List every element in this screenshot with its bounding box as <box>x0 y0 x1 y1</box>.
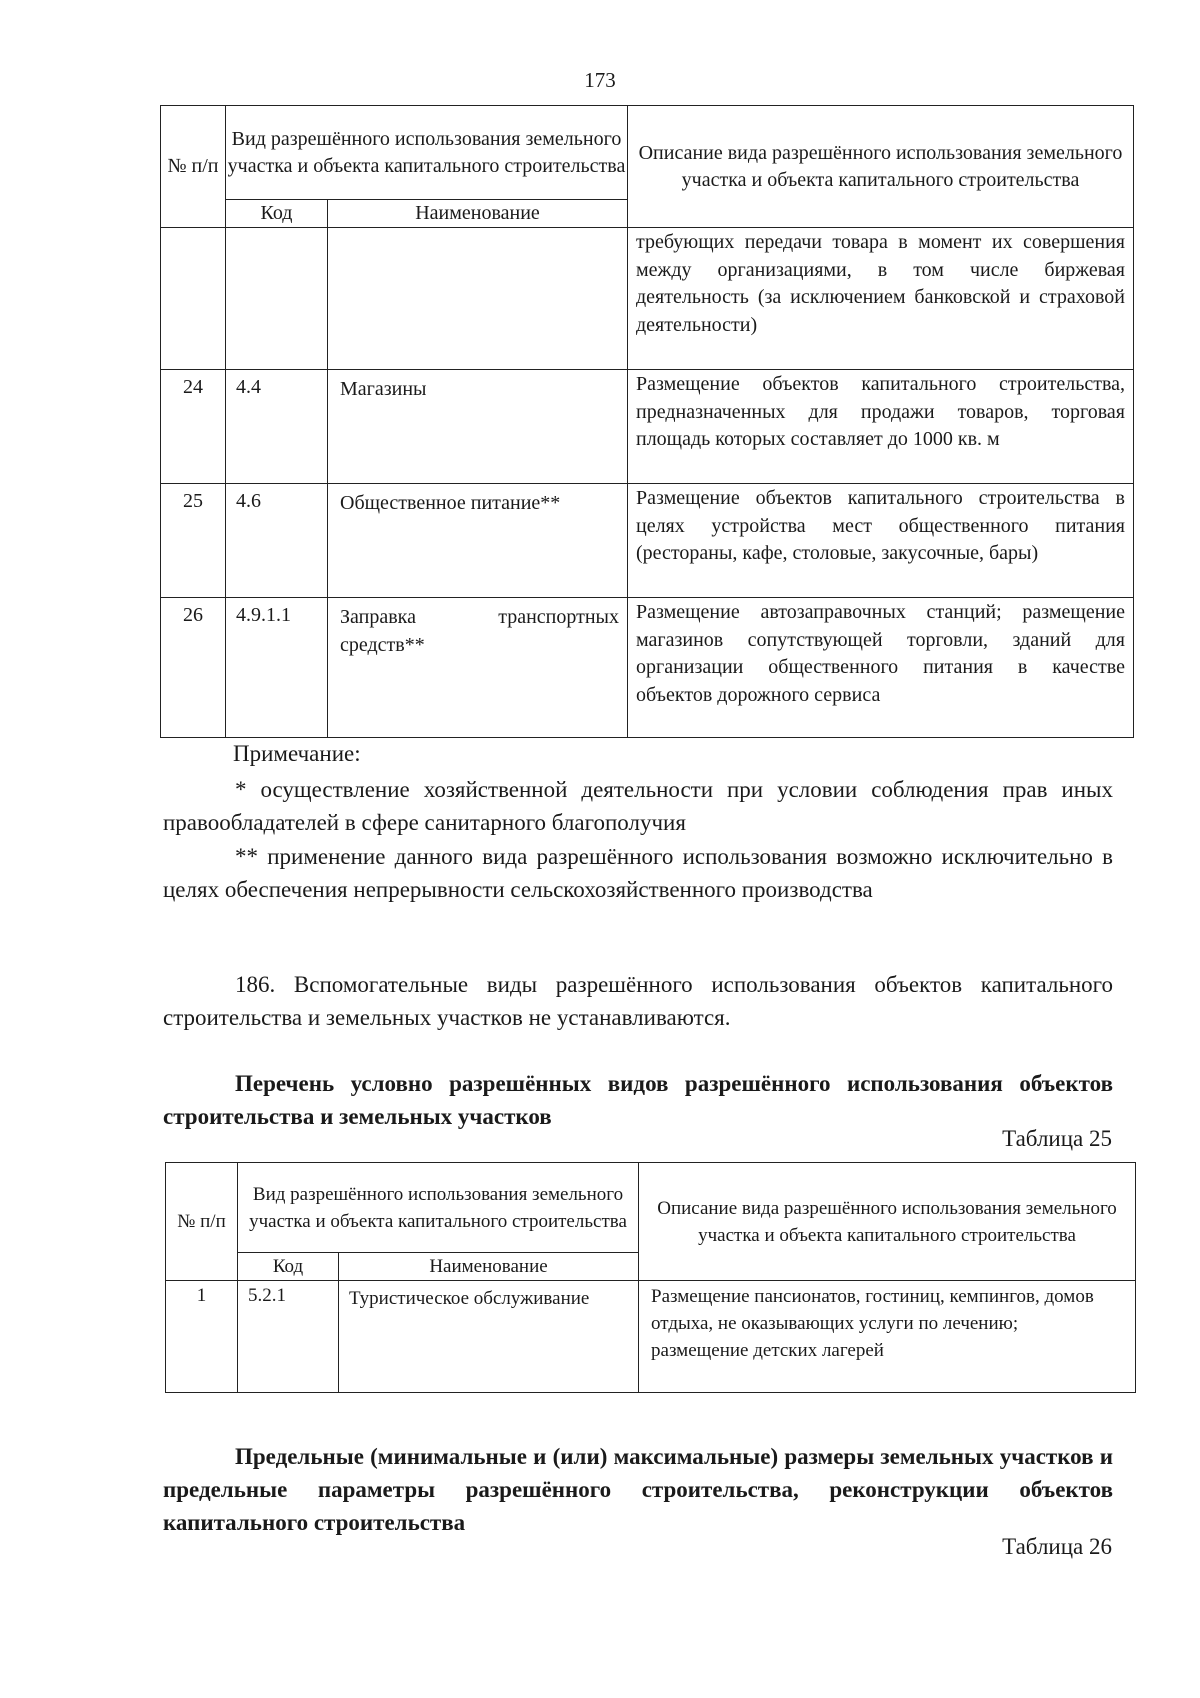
header-num: № п/п <box>166 1163 238 1281</box>
description-line: Размещение пансионатов, гостиниц, кемпингов, домов отдыха, не оказывающих услуги по лечению; <box>651 1286 1094 1334</box>
table-row <box>161 484 1134 598</box>
header-description: Описание вида разрешённого использования земельного участка и объекта капитального строительства <box>639 1163 1136 1281</box>
header-type-group: Вид разрешённого использования земельного участка и объекта капитального строительства <box>238 1163 639 1253</box>
cell-description <box>639 1281 1136 1393</box>
cell-num: 25 <box>161 484 226 598</box>
cell-code <box>226 228 328 370</box>
header-code: Код <box>238 1253 339 1281</box>
heading-limits: Предельные (минимальные и (или) максимальные) размеры земельных участков и предельные параметры разрешённого строительства, реконструкции объектов капитального строительства <box>163 1444 1113 1535</box>
note-1: * осуществление хозяйственной деятельности при условии соблюдения прав иных правообладателей в сфере санитарного благополучия <box>163 777 1113 835</box>
cell-num: 26 <box>161 598 226 738</box>
header-description: Описание вида разрешённого использования земельного участка и объекта капитального строительства <box>628 106 1134 228</box>
cell-code: 4.9.1.1 <box>226 598 328 738</box>
table-row <box>166 1281 1136 1393</box>
page-number: 173 <box>584 68 616 92</box>
header-name: Наименование <box>328 200 628 228</box>
cell-description: Размещение объектов капитального строительства, предназначенных для продажи товаров, торговая площадь которых составляет до 1000 кв. м <box>628 370 1134 484</box>
cell-name: Общественное питание** <box>328 484 628 598</box>
cell-name: Туристическое обслуживание <box>339 1281 639 1393</box>
cell-description: Размещение автозаправочных станций; размещение магазинов сопутствующей торговли, зданий для организации общественного питания в качестве объектов дорожного сервиса <box>628 598 1134 738</box>
paragraph-186: 186. Вспомогательные виды разрешённого использования объектов капитального строительства и земельных участков не устанавливаются. <box>163 972 1113 1030</box>
table-row <box>161 598 1134 738</box>
cell-description: требующих передачи товара в момент их совершения между организациями, в том числе биржевая деятельность (за исключением банковской и страховой деятельности) <box>628 228 1134 370</box>
cell-num: 24 <box>161 370 226 484</box>
description-line: размещение детских лагерей <box>651 1340 884 1361</box>
table-25-label: Таблица 25 <box>1002 1126 1112 1151</box>
cell-description: Размещение объектов капитального строительства в целях устройства мест общественного питания (рестораны, кафе, столовые, закусочные, бары) <box>628 484 1134 598</box>
note-title: Примечание: <box>233 741 361 766</box>
table-26-label: Таблица 26 <box>1002 1534 1112 1559</box>
cell-name <box>328 228 628 370</box>
table-header-row <box>161 106 1134 200</box>
cell-code: 4.4 <box>226 370 328 484</box>
cell-name: Магазины <box>328 370 628 484</box>
header-type-group: Вид разрешённого использования земельного участка и объекта капитального строительства <box>226 106 628 200</box>
table-row <box>161 228 1134 370</box>
note-2: ** применение данного вида разрешённого использования возможно исключительно в целях обеспечения непрерывности сельскохозяйственного производства <box>163 844 1113 902</box>
table-row <box>161 370 1134 484</box>
cell-name: Заправка транспортных средств** <box>328 598 628 738</box>
cell-code: 4.6 <box>226 484 328 598</box>
header-num: № п/п <box>161 106 226 228</box>
header-name: Наименование <box>339 1253 639 1281</box>
header-code: Код <box>226 200 328 228</box>
heading-conditional-uses: Перечень условно разрешённых видов разрешённого использования объектов строительства и земельных участков <box>163 1071 1113 1129</box>
cell-code: 5.2.1 <box>238 1281 339 1393</box>
permitted-uses-table <box>160 105 1134 738</box>
conditional-uses-table <box>165 1162 1136 1393</box>
cell-num <box>161 228 226 370</box>
cell-num: 1 <box>166 1281 238 1393</box>
table-header-row <box>166 1163 1136 1253</box>
